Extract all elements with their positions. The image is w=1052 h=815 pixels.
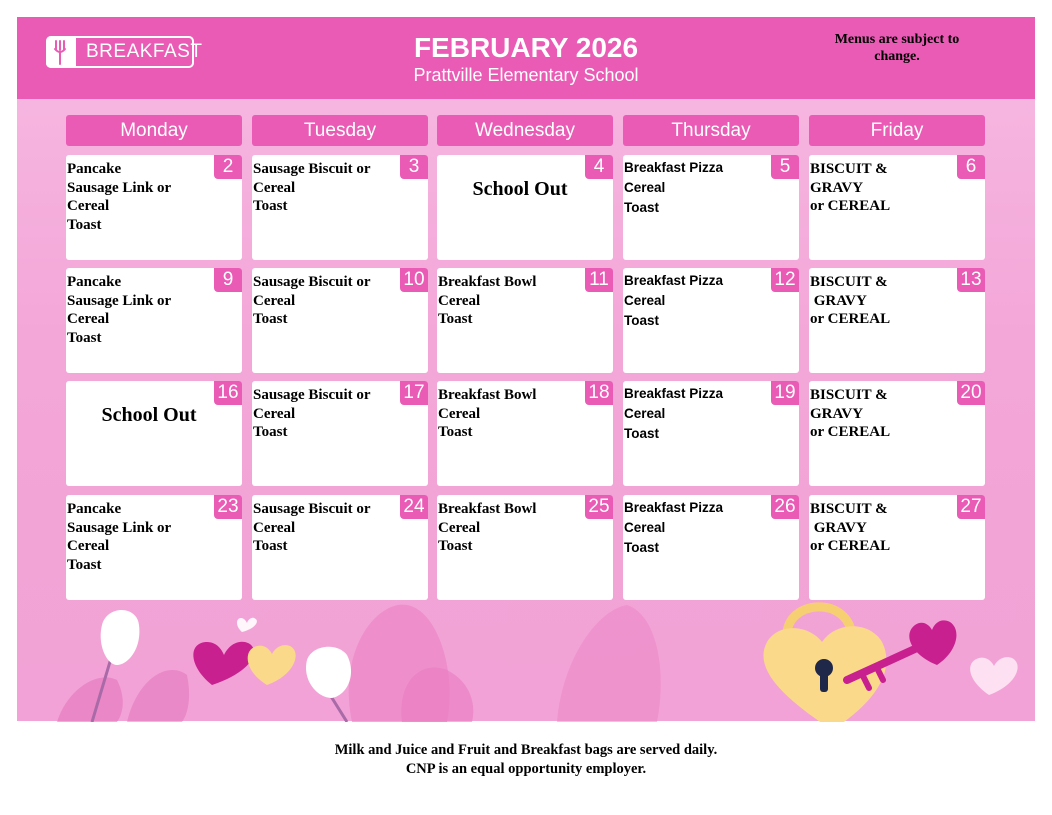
heart-icon [237, 618, 257, 632]
leaf-icon [57, 677, 123, 722]
menu-items: Breakfast Pizza Cereal Toast [624, 273, 724, 328]
date-badge: 17 [400, 381, 428, 405]
calendar-day-cell [809, 381, 985, 486]
day-header-tuesday: Tuesday [252, 115, 428, 146]
date-badge: 12 [771, 268, 799, 292]
calendar-day-cell [623, 268, 799, 373]
date-badge: 2 [214, 155, 242, 179]
leaf-icon [557, 605, 661, 722]
date-badge: 19 [771, 381, 799, 405]
heart-icon [970, 657, 1018, 695]
calendar-day-cell [252, 495, 428, 600]
menu-items: BISCUIT & GRAVY or CEREAL [810, 274, 891, 327]
menu-items: Sausage Biscuit or Cereal Toast [253, 274, 371, 327]
date-badge: 9 [214, 268, 242, 292]
date-badge: 13 [957, 268, 985, 292]
date-badge: 5 [771, 155, 799, 179]
date-badge: 26 [771, 495, 799, 519]
heart-lock-icon [763, 607, 886, 722]
logo-label: BREAKFAST [86, 41, 203, 62]
date-badge: 18 [585, 381, 613, 405]
menu-items: BISCUIT & GRAVY or CEREAL [810, 501, 891, 554]
date-badge: 6 [957, 155, 985, 179]
heart-icon [193, 642, 254, 685]
calendar-day-cell [437, 268, 613, 373]
menu-items: Breakfast Pizza Cereal Toast [624, 160, 724, 215]
date-badge: 16 [214, 381, 242, 405]
menu-items: Breakfast Pizza Cereal Toast [624, 386, 724, 441]
date-badge: 3 [400, 155, 428, 179]
tulip-icon [306, 647, 351, 722]
calendar-day-cell [809, 495, 985, 600]
menu-notice: Menus are subject to change. [834, 32, 960, 64]
menu-items: Breakfast Bowl Cereal Toast [438, 274, 537, 327]
date-badge: 23 [214, 495, 242, 519]
calendar-day-cell [809, 268, 985, 373]
date-badge: 11 [585, 268, 613, 292]
menu-items: Sausage Biscuit or Cereal Toast [253, 501, 371, 554]
calendar-day-cell [623, 155, 799, 260]
menu-items: Breakfast Pizza Cereal Toast [624, 500, 724, 555]
day-header-wednesday: Wednesday [437, 115, 613, 146]
calendar-day-cell [66, 155, 242, 260]
calendar-day-cell [252, 155, 428, 260]
school-name: Prattville Elementary School [413, 65, 639, 85]
menu-items: Sausage Biscuit or Cereal Toast [253, 161, 371, 214]
date-badge: 24 [400, 495, 428, 519]
menu-items: Pancake Sausage Link or Cereal Toast [67, 501, 172, 573]
heart-icon [248, 645, 296, 685]
calendar-day-cell [252, 381, 428, 486]
menu-items: Sausage Biscuit or Cereal Toast [253, 387, 371, 440]
date-badge: 4 [585, 155, 613, 179]
date-badge: 25 [585, 495, 613, 519]
page-title: FEBRUARY 2026 [413, 32, 639, 63]
menu-items: BISCUIT & GRAVY or CEREAL [810, 161, 891, 214]
date-badge: 20 [957, 381, 985, 405]
menu-items: Breakfast Bowl Cereal Toast [438, 501, 537, 554]
menu-items: BISCUIT & GRAVY or CEREAL [810, 387, 891, 440]
menu-items: School Out [101, 404, 197, 426]
calendar-day-cell [66, 268, 242, 373]
calendar-day-cell [66, 495, 242, 600]
calendar-day-cell [437, 155, 613, 260]
valentine-decoration [17, 580, 1035, 722]
date-badge: 10 [400, 268, 428, 292]
leaf-icon [127, 670, 189, 722]
footer-line-equal-opportunity: CNP is an equal opportunity employer. [405, 761, 647, 777]
calendar-day-cell [66, 381, 242, 486]
date-badge: 27 [957, 495, 985, 519]
footer-notes [0, 741, 1052, 779]
menu-items: Breakfast Bowl Cereal Toast [438, 387, 537, 440]
day-header-thursday: Thursday [623, 115, 799, 146]
menu-items: Pancake Sausage Link or Cereal Toast [67, 161, 172, 233]
calendar-day-cell [437, 381, 613, 486]
calendar-day-cell [809, 155, 985, 260]
calendar-day-cell [437, 495, 613, 600]
day-header-monday: Monday [66, 115, 242, 146]
footer-line-served-daily: Milk and Juice and Fruit and Breakfast bags are served daily. [334, 742, 718, 758]
menu-items: School Out [472, 178, 568, 200]
menu-items: Pancake Sausage Link or Cereal Toast [67, 274, 172, 346]
calendar-day-cell [623, 381, 799, 486]
day-header-friday: Friday [809, 115, 985, 146]
calendar-day-cell [623, 495, 799, 600]
calendar-day-cell [252, 268, 428, 373]
